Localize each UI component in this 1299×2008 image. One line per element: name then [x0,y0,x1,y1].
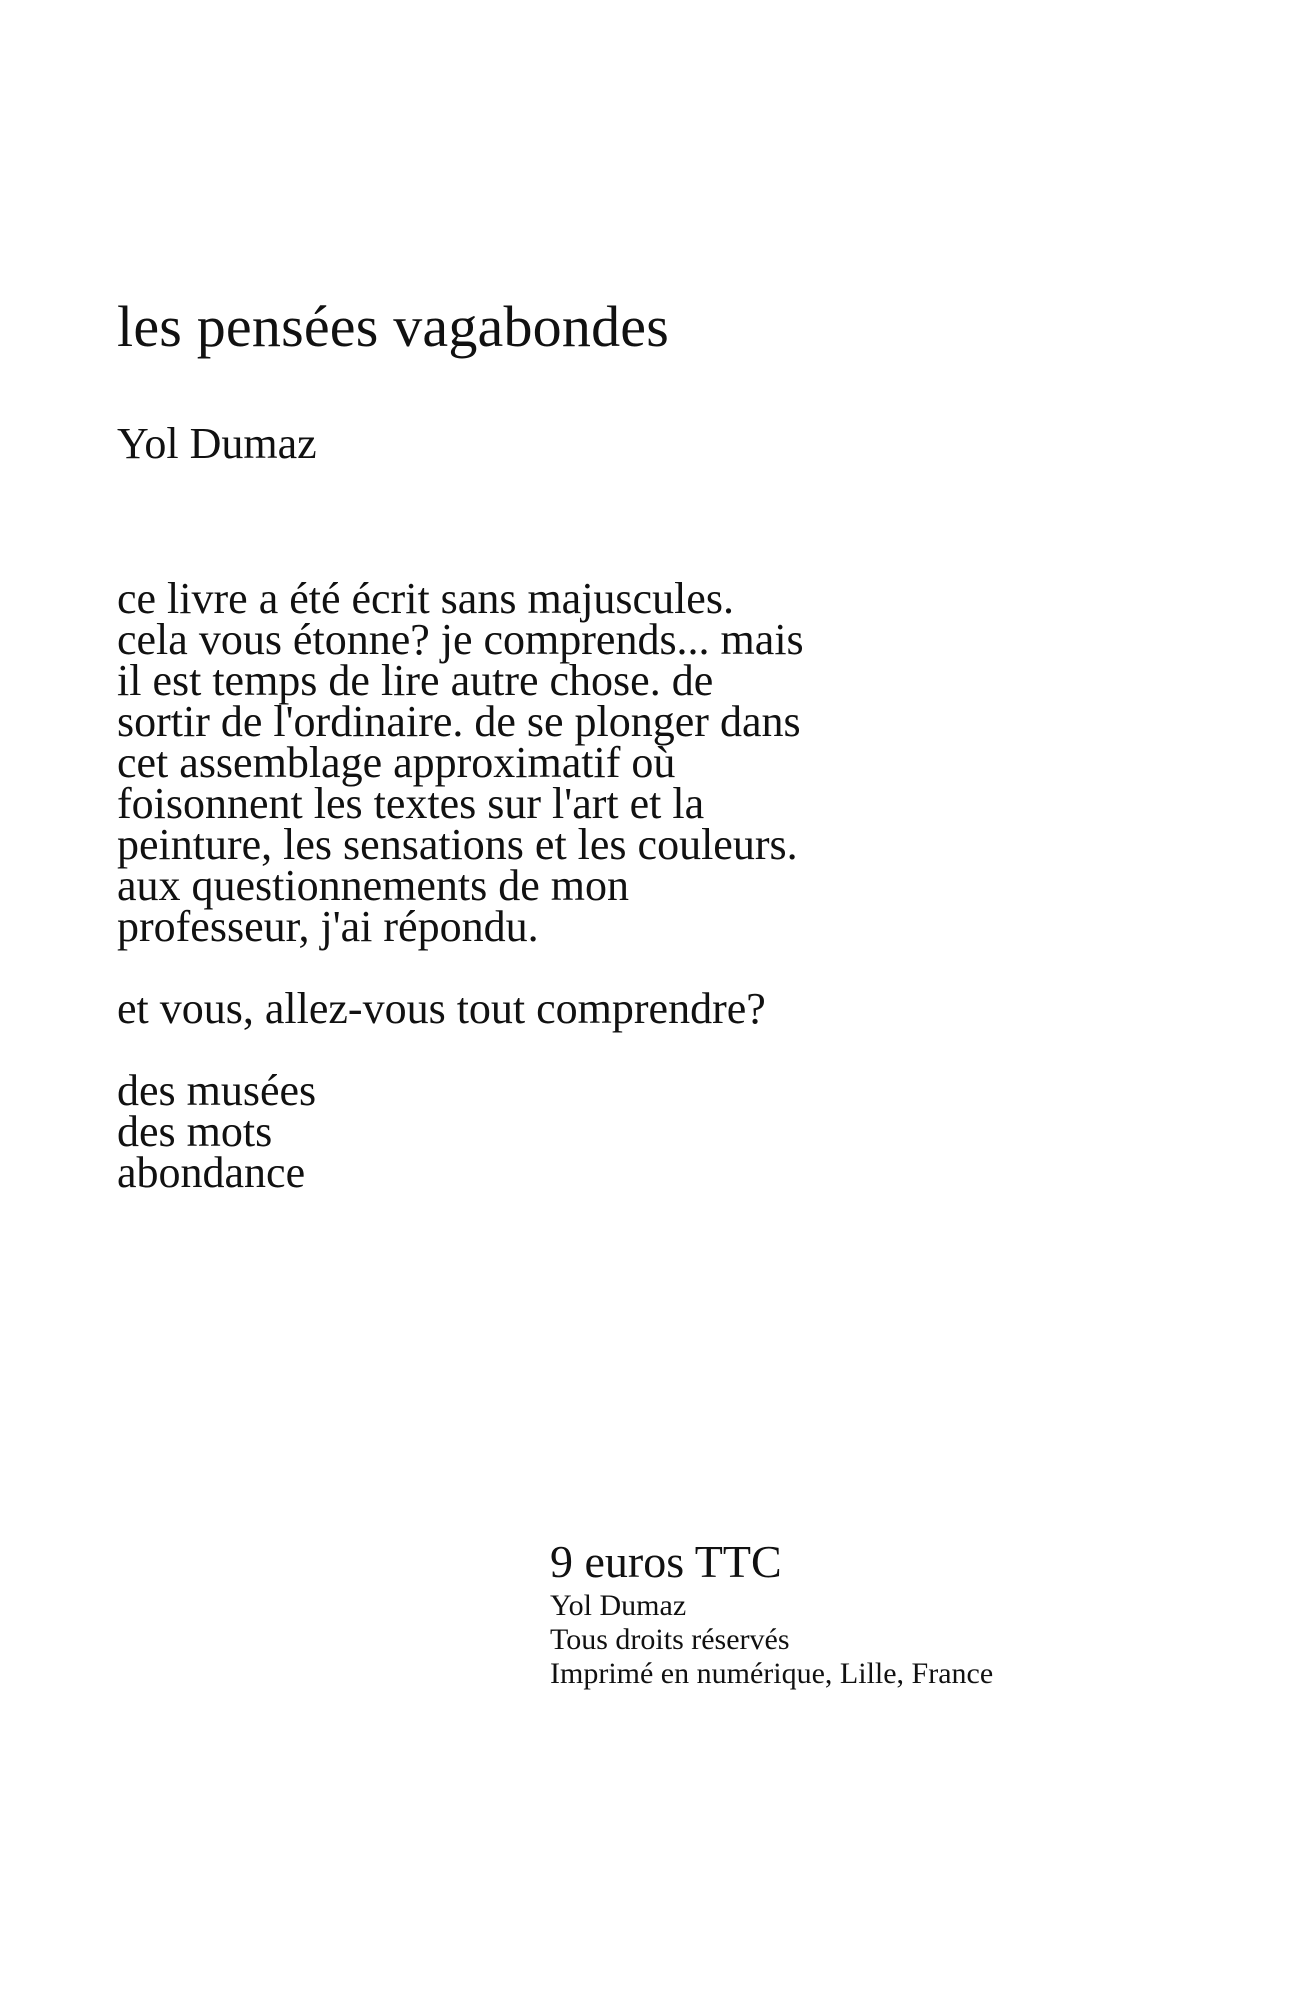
blurb-line: sortir de l'ordinaire. de se plonger dans [117,697,801,746]
blurb [117,574,1017,1197]
publisher-name: Yol Dumaz [550,1589,687,1622]
printing-info: Imprimé en numérique, Lille, France [550,1657,994,1690]
blurb-line: peinture, les sensations et les couleurs. [117,820,798,869]
blurb-line: professeur, j'ai répondu. [117,902,539,951]
colophon [550,1535,1250,1691]
blurb-paragraph-1 [117,574,1017,951]
book-title: les pensées vagabondes [117,294,670,359]
blurb-line: foisonnent les textes sur l'art et la [117,779,705,828]
blurb-line: aux questionnements de mon [117,861,630,910]
author-name: Yol Dumaz [117,419,317,468]
blurb-line: des mots [117,1107,273,1156]
rights-notice: Tous droits réservés [550,1623,790,1656]
blurb-line: ce livre a été écrit sans majuscules. [117,574,734,623]
blurb-line: abondance [117,1148,306,1197]
price: 9 euros TTC [550,1536,782,1587]
blurb-paragraph-2 [117,984,1017,1033]
blurb-line: cela vous étonne? je comprends... mais [117,615,804,664]
blurb-line: cet assemblage approximatif où [117,738,676,787]
blurb-line: et vous, allez-vous tout comprendre? [117,984,766,1033]
blurb-line: il est temps de lire autre chose. de [117,656,714,705]
blurb-line: des musées [117,1066,317,1115]
blurb-paragraph-3 [117,1066,1017,1197]
